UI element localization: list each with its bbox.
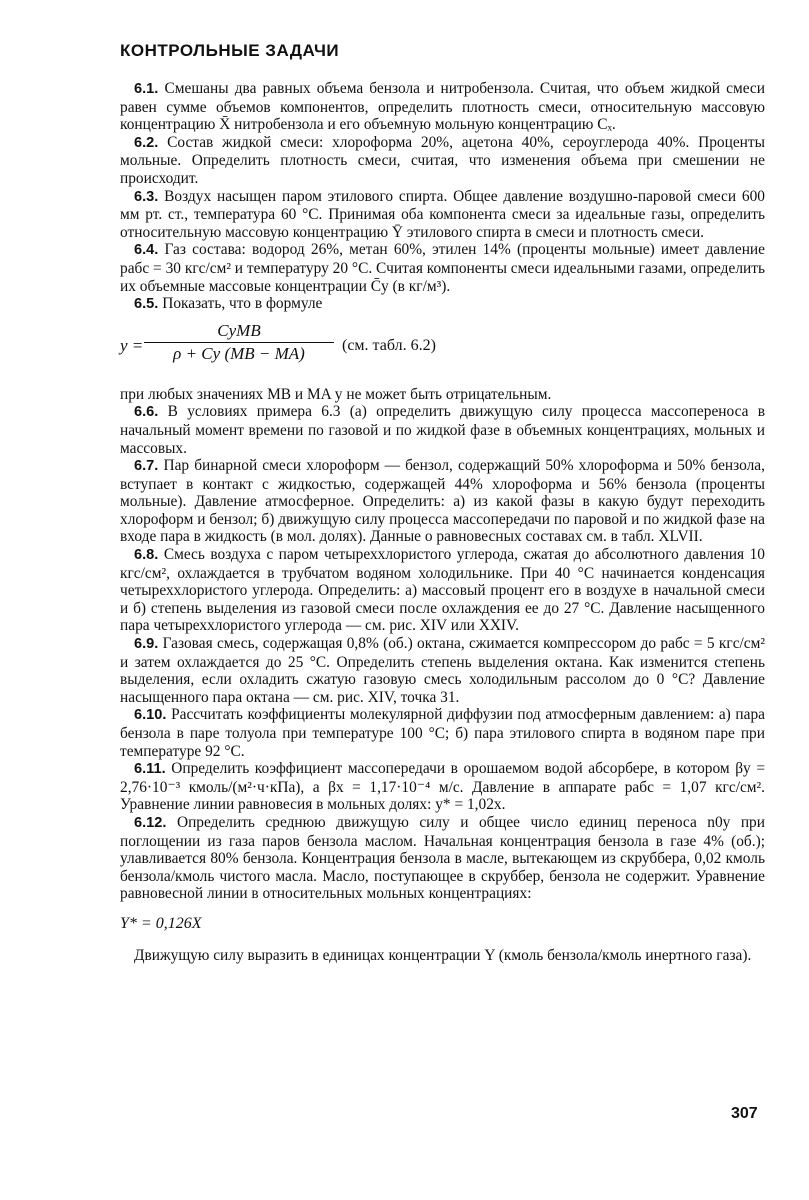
formula-conclusion: при любых значениях MB и MA y не может быть отрицательным. [120, 385, 552, 403]
problem-text: Газовая смесь, содержащая 0,8% (об.) октана, сжимается компрессором до pабс = 5 кгс/см² и затем охлаждается до 25 °С. Определить степень выделения октана. Как изменится степень выделения, если охладить сжатую газовую смесь холодильным рассолом до 0 °С? Давление насыщенного пара октана — см. рис. XIV, точка 31. [120, 635, 765, 706]
equilibrium-equation [120, 915, 765, 933]
problem-6-2 [120, 134, 765, 188]
problem-number: 6.11. [134, 761, 166, 778]
formula-numerator: CyMB [217, 320, 261, 340]
problem-number: 6.2. [134, 134, 159, 151]
problem-text: Показать, что в формуле [162, 295, 323, 313]
problem-text: Определить коэффициент массопередачи в орошаемом водой абсорбере, в котором βy = 2,76·10⁻³ кмоль/(м²·ч·кПа), а βx = 1,17·10⁻⁴ м/с. Давление в аппарате pабс = 1,07 кгс/см². Уравнение линии равновесия в мольных долях: y* = 1,02x. [120, 760, 765, 814]
section-heading: КОНТРОЛЬНЫЕ ЗАДАЧИ [120, 41, 340, 60]
problem-6-7 [120, 457, 765, 546]
problem-text: Состав жидкой смеси: хлороформа 20%, ацетона 40%, сероуглерода 40%. Проценты мольные. Определить плотность смеси, считая, что изменения объема при смешении не происходит. [120, 133, 765, 187]
problem-number: 6.10. [134, 707, 167, 724]
formula-denominator: ρ + Cy (MB − MA) [173, 343, 305, 363]
problems-text [120, 80, 765, 964]
problem-text: В условиях примера 6.3 (а) определить движущую силу процесса массопереноса в начальный момент времени по газовой и по жидкой фазе в объемных концентрациях, мольных и массовых. [120, 403, 766, 457]
problem-6-1 [120, 80, 765, 134]
problem-6-5 [120, 295, 765, 314]
problem-6-3 [120, 188, 765, 242]
problem-text: Смесь воздуха с паром четыреххлористого углерода, сжатая до абсолютного давления 10 кгс/см², охлаждается в трубчатом водяном холодильнике. При 40 °С начинается конденсация четыреххлористого углерода. Определить: а) массовый процент его в воздухе в начальной смеси и б) степень выделения из газовой смеси после охлаждения ее до 27 °С. Давление насыщенного пара четыреххлористого углерода — см. рис. XIV или XXIV. [120, 546, 765, 635]
problem-number: 6.9. [134, 636, 159, 653]
problem-text: Рассчитать коэффициенты молекулярной диффузии под атмосферным давлением: а) пара бензола в паре толуола при температуре 100 °С; б) пара этилового спирта в водяном паре при температуре 92 °С. [120, 706, 765, 760]
problem-6-6 [120, 403, 765, 457]
problem-number: 6.8. [134, 547, 159, 564]
problem-6-9 [120, 635, 765, 706]
formula [120, 320, 765, 380]
problem-number: 6.6. [134, 404, 159, 421]
problem-6-11 [120, 760, 765, 814]
problem-number: 6.7. [134, 458, 159, 475]
problem-6-10 [120, 706, 765, 760]
page-number: 307 [731, 1105, 758, 1122]
problem-number: 6.1. [134, 81, 159, 97]
problem-6-4 [120, 241, 765, 295]
problem-number: 6.12. [134, 814, 167, 831]
formula-reference: (см. табл. 6.2) [342, 336, 436, 354]
problem-text: Определить среднюю движущую силу и общее число единиц переноса n0y при поглощении из газа паров бензола маслом. Начальная концентрация бензола в газе 4% (об.); улавливается 80% бензола. Концентрация бензола в масле, вытекающем из скруббера, 0,02 кмоль бензола/кмоль чистого масла. Масло, поступающее в скруббер, бензола не содержит. Уравнение равновесной линии в относительных мольных концентрациях: [120, 813, 765, 903]
problem-number: 6.3. [134, 188, 159, 205]
equation-text: Y* = 0,126X [120, 914, 202, 932]
problem-number: 6.5. [134, 296, 159, 313]
problem-text: Смешаны два равных объема бензола и нитробензола. Считая, что объем жидкой смеси равен сумме объемов компонентов, определить плотность смеси, относительную массовую концентрацию X̄ нитробензола и его объемную мольную концентрацию Cₓ. [120, 80, 765, 134]
formula-lhs: y = [120, 335, 144, 355]
problem-6-8 [120, 546, 765, 635]
problem-number: 6.4. [134, 242, 159, 259]
final-instruction: Движущую силу выразить в единицах концентрации Y (кмоль бензола/кмоль инертного газа). [134, 946, 752, 964]
problem-text: Воздух насыщен паром этилового спирта. Общее давление воздушно-паровой смеси 600 мм рт. ст., температура 60 °С. Принимая оба компонента смеси за идеальные газы, определить относительную массовую концентрацию Ȳ этилового спирта в смеси и плотность смеси. [120, 187, 765, 241]
problem-text: Газ состава: водород 26%, метан 60%, этилен 14% (проценты мольные) имеет давление pабс = 30 кгс/см² и температуру 20 °С. Считая компоненты смеси идеальными газами, определить их объемные массовые концентрации C̄y (в кг/м³). [120, 241, 765, 295]
formula-fraction [144, 320, 334, 365]
problem-6-12 [120, 814, 765, 903]
problem-text: Пар бинарной смеси хлороформ — бензол, содержащий 50% хлороформа и 50% бензола, вступает в контакт с жидкостью, содержащей 44% хлороформа и 56% бензола (проценты мольные). Давление атмосферное. Определить: а) из какой фазы в какую будут переходить хлороформ и бензол; б) движущую силу процесса массопередачи по паровой и по жидкой фазе на входе пара в жидкость (в мол. долях). Данные о равновесных составах см. в табл. XLVII. [120, 457, 765, 546]
